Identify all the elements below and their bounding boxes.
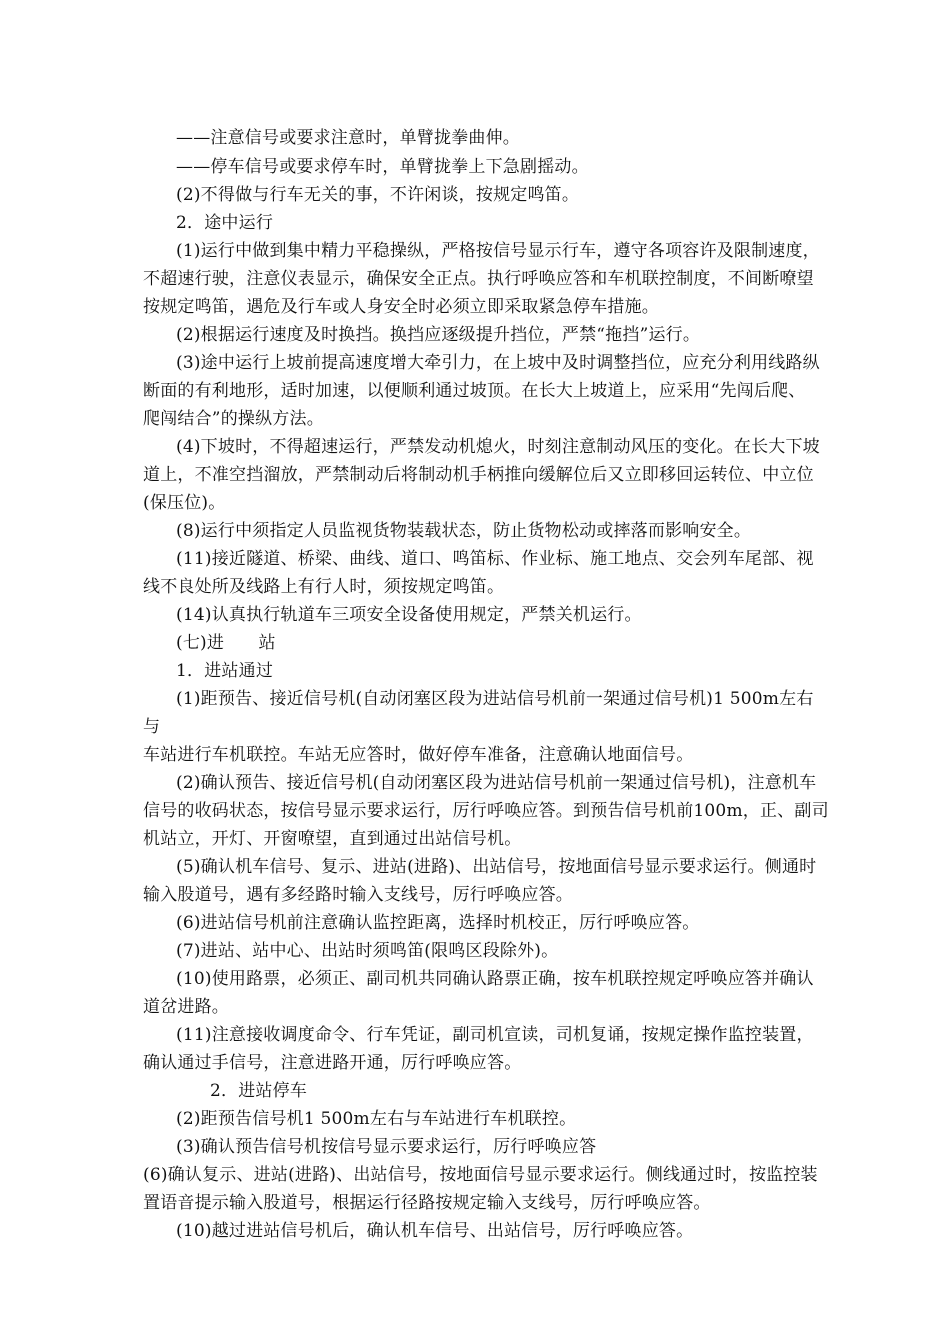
text-line: 道上，不准空挡溜放，严禁制动后将制动机手柄推向缓解位后又立即移回运转位、中立位	[143, 465, 814, 485]
text-line: (14)认真执行轨道车三项安全设备使用规定，严禁关机运行。	[176, 605, 642, 625]
text-line: (2)根据运行速度及时换挡。换挡应逐级提升挡位，严禁“拖挡”运行。	[176, 325, 701, 345]
text-line: ——注意信号或要求注意时，单臂拢拳曲伸。	[176, 128, 520, 148]
text-line: (10)越过进站信号机后，确认机车信号、出站信号，厉行呼唤应答。	[176, 1221, 694, 1241]
text-line: 机站立，开灯、开窗嘹望，直到通过出站信号机。	[143, 829, 522, 849]
text-line: (3)确认预告信号机按信号显示要求运行，厉行呼唤应答	[176, 1137, 597, 1157]
text-line: (6)确认复示、进站(进路)、出站信号，按地面信号显示要求运行。侧线通过时，按监控装	[143, 1165, 818, 1185]
text-line: 信号的收码状态，按信号显示要求运行，厉行呼唤应答。到预告信号机前100m，正、副司	[143, 801, 829, 821]
text-line: (11)接近隧道、桥梁、曲线、道口、鸣笛标、作业标、施工地点、交会列车尾部、视	[176, 549, 814, 569]
section-heading: 2．进站停车	[210, 1081, 308, 1101]
text-line: (11)注意接收调度命令、行车凭证，副司机宣读，司机复诵，按规定操作监控装置，	[176, 1025, 814, 1045]
text-line: 车站进行车机联控。车站无应答时，做好停车准备，注意确认地面信号。	[143, 745, 694, 765]
text-line: (2)距预告信号机1 500m左右与车站进行车机联控。	[176, 1109, 577, 1129]
text-line: ——停车信号或要求停车时，单臂拢拳上下急剧摇动。	[176, 157, 589, 177]
text-line: 道岔进路。	[143, 997, 229, 1017]
text-line: (2)确认预告、接近信号机(自动闭塞区段为进站信号机前一架通过信号机)，注意机车	[176, 773, 817, 793]
text-line: 爬闯结合”的操纵方法。	[143, 409, 324, 429]
text-line: (8)运行中须指定人员监视货物装载状态，防止货物松动或摔落而影响安全。	[176, 521, 752, 541]
text-line: (10)使用路票，必须正、副司机共同确认路票正确，按车机联控规定呼唤应答并确认	[176, 969, 814, 989]
text-line: (1)距预告、接近信号机(自动闭塞区段为进站信号机前一架通过信号机)1 500m左右	[176, 689, 814, 709]
section-heading: 2．途中运行	[176, 213, 274, 233]
text-line: (保压位)。	[143, 493, 226, 513]
text-line: 输入股道号，遇有多经路时输入支线号，厉行呼唤应答。	[143, 885, 573, 905]
text-line: (7)进站、站中心、出站时须鸣笛(限鸣区段除外)。	[176, 941, 559, 961]
text-line: (6)进站信号机前注意确认监控距离，选择时机校正，厉行呼唤应答。	[176, 913, 700, 933]
text-line: 与	[143, 717, 161, 737]
text-line: 置语音提示输入股道号，根据运行径路按规定输入支线号，厉行呼唤应答。	[143, 1193, 711, 1213]
text-line: 不超速行驶，注意仪表显示，确保安全正点。执行呼唤应答和车机联控制度，不间断嘹望	[143, 269, 814, 289]
text-line: (4)下坡时，不得超速运行，严禁发动机熄火，时刻注意制动风压的变化。在长大下坡	[176, 437, 820, 457]
text-line: 线不良处所及线路上有行人时，须按规定鸣笛。	[143, 577, 505, 597]
text-line: (2)不得做与行车无关的事，不许闲谈，按规定鸣笛。	[176, 185, 580, 205]
section-heading: 1．进站通过	[176, 661, 274, 681]
text-line: (5)确认机车信号、复示、进站(进路)、出站信号，按地面信号显示要求运行。侧通时	[176, 857, 817, 877]
text-line: 断面的有利地形，适时加速，以便顺利通过坡顶。在长大上坡道上，应采用“先闯后爬、	[143, 381, 806, 401]
text-line: 确认通过手信号，注意进路开通，厉行呼唤应答。	[143, 1053, 522, 1073]
text-line: (3)途中运行上坡前提高速度增大牵引力，在上坡中及时调整挡位，应充分利用线路纵	[176, 353, 820, 373]
text-line: (1)运行中做到集中精力平稳操纵，严格按信号显示行车，遵守各项容许及限制速度，	[176, 241, 820, 261]
text-line: 按规定鸣笛，遇危及行车或人身安全时必须立即采取紧急停车措施。	[143, 297, 659, 317]
section-heading: (七)进 站	[176, 633, 276, 653]
